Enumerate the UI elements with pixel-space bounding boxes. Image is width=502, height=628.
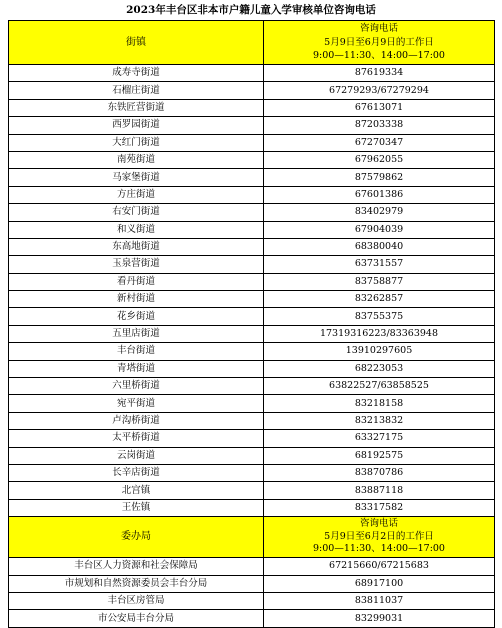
phone-number: 68917100	[264, 575, 495, 592]
header-phone-title: 咨询电话	[359, 23, 398, 35]
street-name: 长辛店街道	[9, 464, 264, 481]
table-row	[9, 238, 495, 255]
street-name: 看丹街道	[9, 273, 264, 290]
agency-name: 市规划和自然资源委员会丰台分局	[9, 575, 264, 592]
phone-number: 83213832	[264, 412, 495, 429]
table-row	[9, 360, 495, 377]
phone-number: 67962055	[264, 151, 495, 168]
street-name: 北宫镇	[9, 482, 264, 499]
phone-number: 83758877	[264, 273, 495, 290]
phone-number: 83402979	[264, 204, 495, 221]
table-row	[9, 82, 495, 99]
table-row	[9, 99, 495, 116]
page-title: 2023年丰台区非本市户籍儿童入学审核单位咨询电话	[126, 4, 376, 16]
phone-number: 67613071	[264, 99, 495, 116]
street-name: 马家堡街道	[9, 169, 264, 186]
table-row	[9, 499, 495, 516]
header-row-streets	[9, 21, 495, 65]
phone-number: 63731557	[264, 256, 495, 273]
table-row	[9, 325, 495, 342]
header-phone-hours: 9:00—11:30、14:00—17:00	[313, 50, 445, 62]
street-name: 丰台街道	[9, 343, 264, 360]
phone-number: 13910297605	[264, 343, 495, 360]
street-name: 五里店街道	[9, 325, 264, 342]
table-row	[9, 412, 495, 429]
street-name: 方庄街道	[9, 186, 264, 203]
street-name: 大红门街道	[9, 134, 264, 151]
table-row	[9, 447, 495, 464]
phone-number: 67601386	[264, 186, 495, 203]
street-name: 东铁匠营街道	[9, 99, 264, 116]
header-row-agencies	[9, 517, 495, 558]
table-row	[9, 610, 495, 627]
street-name: 宛平街道	[9, 395, 264, 412]
phone-number: 67270347	[264, 134, 495, 151]
table-row	[9, 117, 495, 134]
phone-number: 63327175	[264, 430, 495, 447]
street-name: 花乡街道	[9, 308, 264, 325]
phone-number: 87619334	[264, 65, 495, 82]
header-agency: 委办局	[9, 517, 264, 558]
agency-name: 丰台区房管局	[9, 592, 264, 609]
header-phone-dates: 5月9日至6月2日的工作日	[324, 530, 434, 542]
table-row	[9, 256, 495, 273]
table-row	[9, 308, 495, 325]
table-row	[9, 273, 495, 290]
phone-number: 83755375	[264, 308, 495, 325]
table-row	[9, 221, 495, 238]
phone-number: 68380040	[264, 238, 495, 255]
table-row	[9, 378, 495, 395]
phone-number: 83218158	[264, 395, 495, 412]
phone-number: 83262857	[264, 291, 495, 308]
table-row	[9, 151, 495, 168]
table-row	[9, 65, 495, 82]
table-row	[9, 204, 495, 221]
street-name: 云岗街道	[9, 447, 264, 464]
phone-number: 83299031	[264, 610, 495, 627]
phone-number: 67215660/67215683	[264, 558, 495, 575]
street-name: 卢沟桥街道	[9, 412, 264, 429]
table-row	[9, 558, 495, 575]
contact-table	[8, 20, 495, 628]
phone-number: 68223053	[264, 360, 495, 377]
phone-number: 17319316223/83363948	[264, 325, 495, 342]
phone-number: 63822527/63858525	[264, 378, 495, 395]
street-name: 太平桥街道	[9, 430, 264, 447]
agency-name: 市公安局丰台分局	[9, 610, 264, 627]
phone-number: 83887118	[264, 482, 495, 499]
header-phone-hours: 9:00—11:30、14:00—17:00	[313, 543, 445, 555]
table-row	[9, 186, 495, 203]
table-row	[9, 169, 495, 186]
phone-number: 67279293/67279294	[264, 82, 495, 99]
street-name: 玉泉营街道	[9, 256, 264, 273]
header-phone	[264, 21, 495, 65]
table-row	[9, 291, 495, 308]
street-name: 西罗园街道	[9, 117, 264, 134]
table-row	[9, 430, 495, 447]
phone-number: 83811037	[264, 592, 495, 609]
street-name: 和义街道	[9, 221, 264, 238]
agency-name: 丰台区人力资源和社会保障局	[9, 558, 264, 575]
street-name: 南苑街道	[9, 151, 264, 168]
street-name: 东高地街道	[9, 238, 264, 255]
street-name: 六里桥街道	[9, 378, 264, 395]
street-name: 青塔街道	[9, 360, 264, 377]
phone-number: 67904039	[264, 221, 495, 238]
phone-number: 83317582	[264, 499, 495, 516]
header-phone	[264, 517, 495, 558]
street-name: 石榴庄街道	[9, 82, 264, 99]
table-row	[9, 395, 495, 412]
phone-number: 68192575	[264, 447, 495, 464]
table-row	[9, 482, 495, 499]
street-name: 王佐镇	[9, 499, 264, 516]
street-name: 新村街道	[9, 291, 264, 308]
header-phone-title: 咨询电话	[359, 518, 398, 530]
phone-number: 83870786	[264, 464, 495, 481]
phone-number: 87579862	[264, 169, 495, 186]
header-phone-dates: 5月9日至6月9日的工作日	[324, 36, 434, 48]
header-street: 街镇	[9, 21, 264, 65]
street-name: 成寿寺街道	[9, 65, 264, 82]
street-name: 右安门街道	[9, 204, 264, 221]
table-row	[9, 134, 495, 151]
table-row	[9, 343, 495, 360]
table-row	[9, 575, 495, 592]
table-row	[9, 464, 495, 481]
table-row	[9, 592, 495, 609]
phone-number: 87203338	[264, 117, 495, 134]
